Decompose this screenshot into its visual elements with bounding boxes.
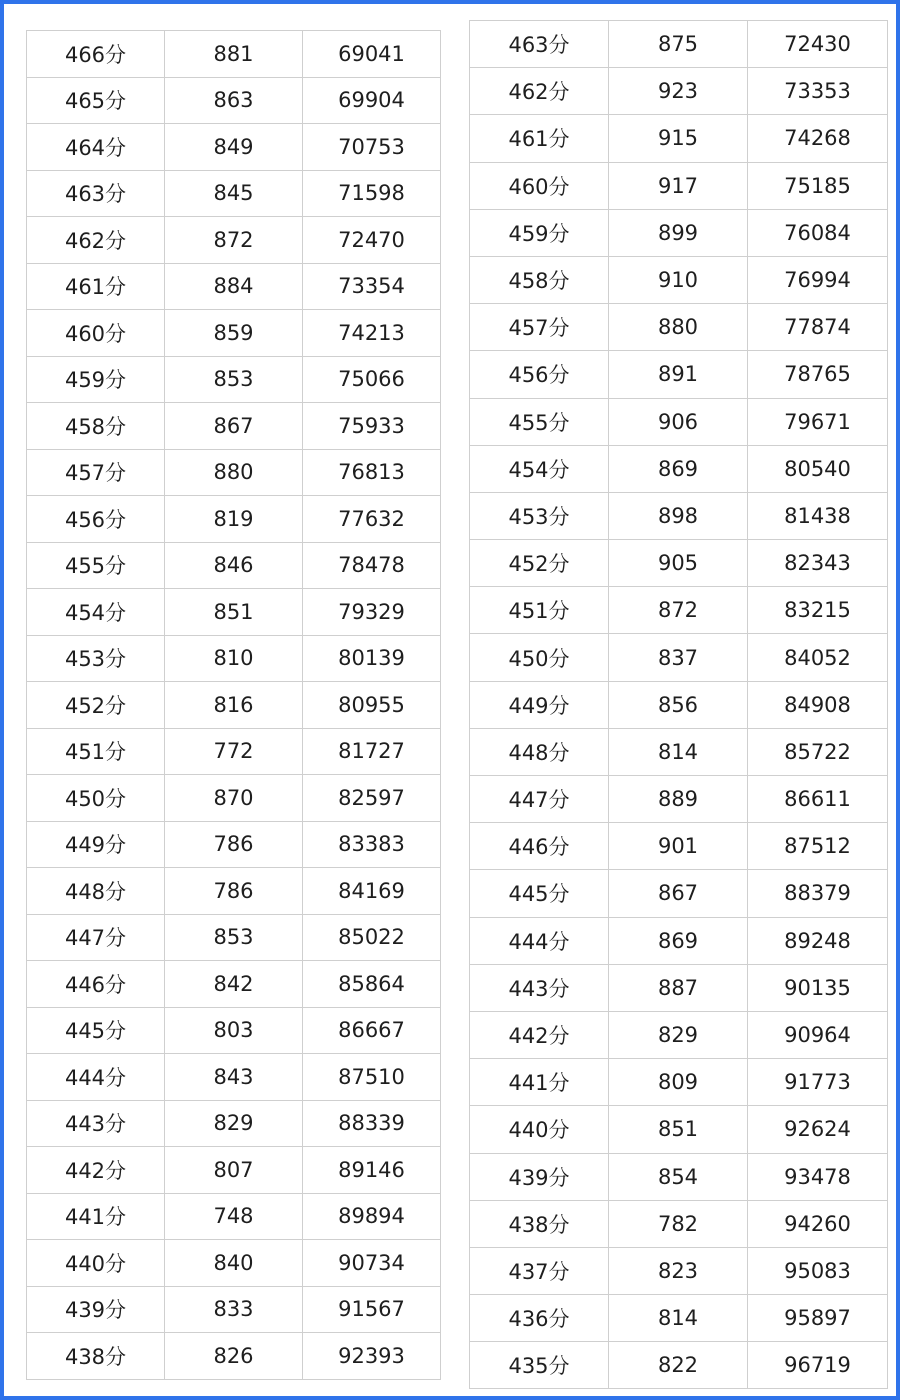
table-row: [470, 681, 888, 728]
count-cell: 782: [609, 1200, 748, 1247]
table-row: [470, 823, 888, 870]
table-row: [27, 635, 441, 682]
table-row: [470, 1295, 888, 1342]
table-row: [27, 728, 441, 775]
score-cell: 453分: [27, 635, 165, 682]
cumulative-cell: 92624: [748, 1106, 888, 1153]
cumulative-cell: 80540: [748, 445, 888, 492]
count-cell: 803: [165, 1007, 303, 1054]
score-cell: 448分: [470, 728, 609, 775]
cumulative-cell: 89146: [303, 1147, 441, 1194]
score-cell: 441分: [27, 1193, 165, 1240]
table-row: [470, 1200, 888, 1247]
count-cell: 829: [165, 1100, 303, 1147]
score-cell: 458分: [27, 403, 165, 450]
table-row: [27, 682, 441, 729]
table-row: [27, 775, 441, 822]
count-cell: 880: [609, 304, 748, 351]
cumulative-cell: 72470: [303, 217, 441, 264]
score-cell: 449分: [470, 681, 609, 728]
score-cell: 451分: [470, 587, 609, 634]
count-cell: 833: [165, 1286, 303, 1333]
cumulative-cell: 69041: [303, 31, 441, 78]
score-cell: 451分: [27, 728, 165, 775]
count-cell: 875: [609, 21, 748, 68]
cumulative-cell: 84908: [748, 681, 888, 728]
count-cell: 889: [609, 776, 748, 823]
cumulative-cell: 81727: [303, 728, 441, 775]
cumulative-cell: 95897: [748, 1295, 888, 1342]
cumulative-cell: 84052: [748, 634, 888, 681]
score-cell: 464分: [27, 124, 165, 171]
table-row: [27, 914, 441, 961]
score-cell: 448分: [27, 868, 165, 915]
cumulative-cell: 80139: [303, 635, 441, 682]
score-cell: 450分: [470, 634, 609, 681]
count-cell: 810: [165, 635, 303, 682]
table-row: [27, 868, 441, 915]
table-row: [27, 31, 441, 78]
cumulative-cell: 73354: [303, 263, 441, 310]
table-row: [470, 634, 888, 681]
count-cell: 814: [609, 728, 748, 775]
cumulative-cell: 84169: [303, 868, 441, 915]
table-row: [27, 310, 441, 357]
count-cell: 853: [165, 914, 303, 961]
score-cell: 457分: [470, 304, 609, 351]
table-row: [27, 449, 441, 496]
count-cell: 859: [165, 310, 303, 357]
score-cell: 452分: [27, 682, 165, 729]
table-row: [470, 870, 888, 917]
count-cell: 842: [165, 961, 303, 1008]
cumulative-cell: 89894: [303, 1193, 441, 1240]
count-cell: 854: [609, 1153, 748, 1200]
table-row: [470, 256, 888, 303]
score-table-right: [469, 20, 888, 1389]
cumulative-cell: 88339: [303, 1100, 441, 1147]
score-cell: 462分: [470, 68, 609, 115]
score-cell: 461分: [470, 115, 609, 162]
score-cell: 454分: [470, 445, 609, 492]
cumulative-cell: 96719: [748, 1342, 888, 1389]
count-cell: 899: [609, 209, 748, 256]
cumulative-cell: 94260: [748, 1200, 888, 1247]
count-cell: 819: [165, 496, 303, 543]
cumulative-cell: 79329: [303, 589, 441, 636]
count-cell: 843: [165, 1054, 303, 1101]
table-row: [27, 403, 441, 450]
score-cell: 443分: [27, 1100, 165, 1147]
count-cell: 863: [165, 77, 303, 124]
count-cell: 881: [165, 31, 303, 78]
score-cell: 436分: [470, 1295, 609, 1342]
count-cell: 826: [165, 1333, 303, 1380]
table-row: [470, 115, 888, 162]
cumulative-cell: 75066: [303, 356, 441, 403]
table-row: [470, 162, 888, 209]
count-cell: 851: [609, 1106, 748, 1153]
table-row: [27, 263, 441, 310]
cumulative-cell: 76084: [748, 209, 888, 256]
table-row: [470, 1059, 888, 1106]
score-cell: 453分: [470, 492, 609, 539]
score-cell: 449分: [27, 821, 165, 868]
cumulative-cell: 86611: [748, 776, 888, 823]
score-cell: 439分: [470, 1153, 609, 1200]
table-row: [27, 589, 441, 636]
score-cell: 462分: [27, 217, 165, 264]
cumulative-cell: 77874: [748, 304, 888, 351]
cumulative-cell: 91567: [303, 1286, 441, 1333]
score-cell: 455分: [27, 542, 165, 589]
cumulative-cell: 91773: [748, 1059, 888, 1106]
cumulative-cell: 76813: [303, 449, 441, 496]
cumulative-cell: 90964: [748, 1011, 888, 1058]
cumulative-cell: 80955: [303, 682, 441, 729]
count-cell: 772: [165, 728, 303, 775]
score-cell: 446分: [470, 823, 609, 870]
cumulative-cell: 71598: [303, 170, 441, 217]
score-cell: 444分: [470, 917, 609, 964]
table-row: [470, 1106, 888, 1153]
score-cell: 443分: [470, 964, 609, 1011]
cumulative-cell: 82597: [303, 775, 441, 822]
count-cell: 910: [609, 256, 748, 303]
table-row: [470, 587, 888, 634]
score-cell: 438分: [27, 1333, 165, 1380]
table-row: [27, 170, 441, 217]
count-cell: 849: [165, 124, 303, 171]
cumulative-cell: 89248: [748, 917, 888, 964]
table-row: [470, 776, 888, 823]
score-cell: 459分: [27, 356, 165, 403]
cumulative-cell: 74268: [748, 115, 888, 162]
table-row: [27, 217, 441, 264]
count-cell: 822: [609, 1342, 748, 1389]
table-row: [27, 821, 441, 868]
table-row: [470, 964, 888, 1011]
score-cell: 435分: [470, 1342, 609, 1389]
count-cell: 901: [609, 823, 748, 870]
cumulative-cell: 75933: [303, 403, 441, 450]
table-row: [27, 1333, 441, 1380]
cumulative-cell: 85022: [303, 914, 441, 961]
table-row: [27, 356, 441, 403]
score-cell: 454分: [27, 589, 165, 636]
score-table-left-body: [27, 31, 441, 1380]
table-row: [27, 1193, 441, 1240]
count-cell: 816: [165, 682, 303, 729]
cumulative-cell: 70753: [303, 124, 441, 171]
cumulative-cell: 85722: [748, 728, 888, 775]
count-cell: 809: [609, 1059, 748, 1106]
count-cell: 867: [609, 870, 748, 917]
count-cell: 891: [609, 351, 748, 398]
score-cell: 460分: [27, 310, 165, 357]
table-row: [470, 209, 888, 256]
table-row: [27, 1054, 441, 1101]
table-row: [470, 21, 888, 68]
cumulative-cell: 90135: [748, 964, 888, 1011]
table-row: [470, 1247, 888, 1294]
score-table-right-body: [470, 21, 888, 1389]
count-cell: 851: [165, 589, 303, 636]
score-cell: 442分: [470, 1011, 609, 1058]
table-row: [470, 1342, 888, 1389]
score-cell: 444分: [27, 1054, 165, 1101]
table-row: [470, 492, 888, 539]
table-row: [470, 917, 888, 964]
count-cell: 786: [165, 868, 303, 915]
score-cell: 463分: [27, 170, 165, 217]
count-cell: 867: [165, 403, 303, 450]
cumulative-cell: 73353: [748, 68, 888, 115]
count-cell: 837: [609, 634, 748, 681]
score-cell: 459分: [470, 209, 609, 256]
cumulative-cell: 83383: [303, 821, 441, 868]
count-cell: 870: [165, 775, 303, 822]
table-row: [27, 1286, 441, 1333]
count-cell: 872: [609, 587, 748, 634]
table-row: [470, 728, 888, 775]
count-cell: 814: [609, 1295, 748, 1342]
cumulative-cell: 88379: [748, 870, 888, 917]
cumulative-cell: 76994: [748, 256, 888, 303]
score-cell: 447分: [470, 776, 609, 823]
cumulative-cell: 81438: [748, 492, 888, 539]
count-cell: 884: [165, 263, 303, 310]
score-cell: 460分: [470, 162, 609, 209]
count-cell: 845: [165, 170, 303, 217]
table-row: [27, 1147, 441, 1194]
score-cell: 446分: [27, 961, 165, 1008]
score-cell: 440分: [470, 1106, 609, 1153]
cumulative-cell: 83215: [748, 587, 888, 634]
table-row: [27, 542, 441, 589]
count-cell: 887: [609, 964, 748, 1011]
table-row: [470, 1011, 888, 1058]
score-cell: 442分: [27, 1147, 165, 1194]
table-row: [470, 445, 888, 492]
table-row: [470, 304, 888, 351]
cumulative-cell: 72430: [748, 21, 888, 68]
cumulative-cell: 69904: [303, 77, 441, 124]
table-row: [27, 496, 441, 543]
cumulative-cell: 77632: [303, 496, 441, 543]
table-row: [470, 540, 888, 587]
count-cell: 807: [165, 1147, 303, 1194]
score-cell: 461分: [27, 263, 165, 310]
score-cell: 437分: [470, 1247, 609, 1294]
score-table-left: [26, 30, 441, 1380]
cumulative-cell: 82343: [748, 540, 888, 587]
cumulative-cell: 87510: [303, 1054, 441, 1101]
score-cell: 457分: [27, 449, 165, 496]
table-row: [470, 68, 888, 115]
score-cell: 450分: [27, 775, 165, 822]
cumulative-cell: 86667: [303, 1007, 441, 1054]
score-cell: 458分: [470, 256, 609, 303]
cumulative-cell: 90734: [303, 1240, 441, 1287]
table-row: [470, 1153, 888, 1200]
score-cell: 438分: [470, 1200, 609, 1247]
count-cell: 915: [609, 115, 748, 162]
count-cell: 846: [165, 542, 303, 589]
count-cell: 823: [609, 1247, 748, 1294]
count-cell: 917: [609, 162, 748, 209]
count-cell: 786: [165, 821, 303, 868]
score-cell: 441分: [470, 1059, 609, 1106]
count-cell: 853: [165, 356, 303, 403]
cumulative-cell: 78765: [748, 351, 888, 398]
count-cell: 856: [609, 681, 748, 728]
count-cell: 906: [609, 398, 748, 445]
cumulative-cell: 95083: [748, 1247, 888, 1294]
score-cell: 456分: [27, 496, 165, 543]
cumulative-cell: 74213: [303, 310, 441, 357]
cumulative-cell: 75185: [748, 162, 888, 209]
score-cell: 445分: [27, 1007, 165, 1054]
table-row: [27, 1100, 441, 1147]
table-row: [470, 398, 888, 445]
table-row: [470, 351, 888, 398]
cumulative-cell: 85864: [303, 961, 441, 1008]
score-cell: 463分: [470, 21, 609, 68]
cumulative-cell: 87512: [748, 823, 888, 870]
table-row: [27, 77, 441, 124]
table-row: [27, 1007, 441, 1054]
count-cell: 898: [609, 492, 748, 539]
score-cell: 452分: [470, 540, 609, 587]
count-cell: 872: [165, 217, 303, 264]
score-cell: 439分: [27, 1286, 165, 1333]
score-cell: 466分: [27, 31, 165, 78]
count-cell: 880: [165, 449, 303, 496]
score-cell: 456分: [470, 351, 609, 398]
score-cell: 447分: [27, 914, 165, 961]
cumulative-cell: 93478: [748, 1153, 888, 1200]
count-cell: 905: [609, 540, 748, 587]
score-cell: 465分: [27, 77, 165, 124]
cumulative-cell: 78478: [303, 542, 441, 589]
count-cell: 869: [609, 445, 748, 492]
cumulative-cell: 79671: [748, 398, 888, 445]
count-cell: 869: [609, 917, 748, 964]
score-cell: 455分: [470, 398, 609, 445]
table-row: [27, 124, 441, 171]
count-cell: 829: [609, 1011, 748, 1058]
count-cell: 923: [609, 68, 748, 115]
table-row: [27, 1240, 441, 1287]
cumulative-cell: 92393: [303, 1333, 441, 1380]
score-cell: 440分: [27, 1240, 165, 1287]
table-row: [27, 961, 441, 1008]
score-cell: 445分: [470, 870, 609, 917]
count-cell: 840: [165, 1240, 303, 1287]
count-cell: 748: [165, 1193, 303, 1240]
